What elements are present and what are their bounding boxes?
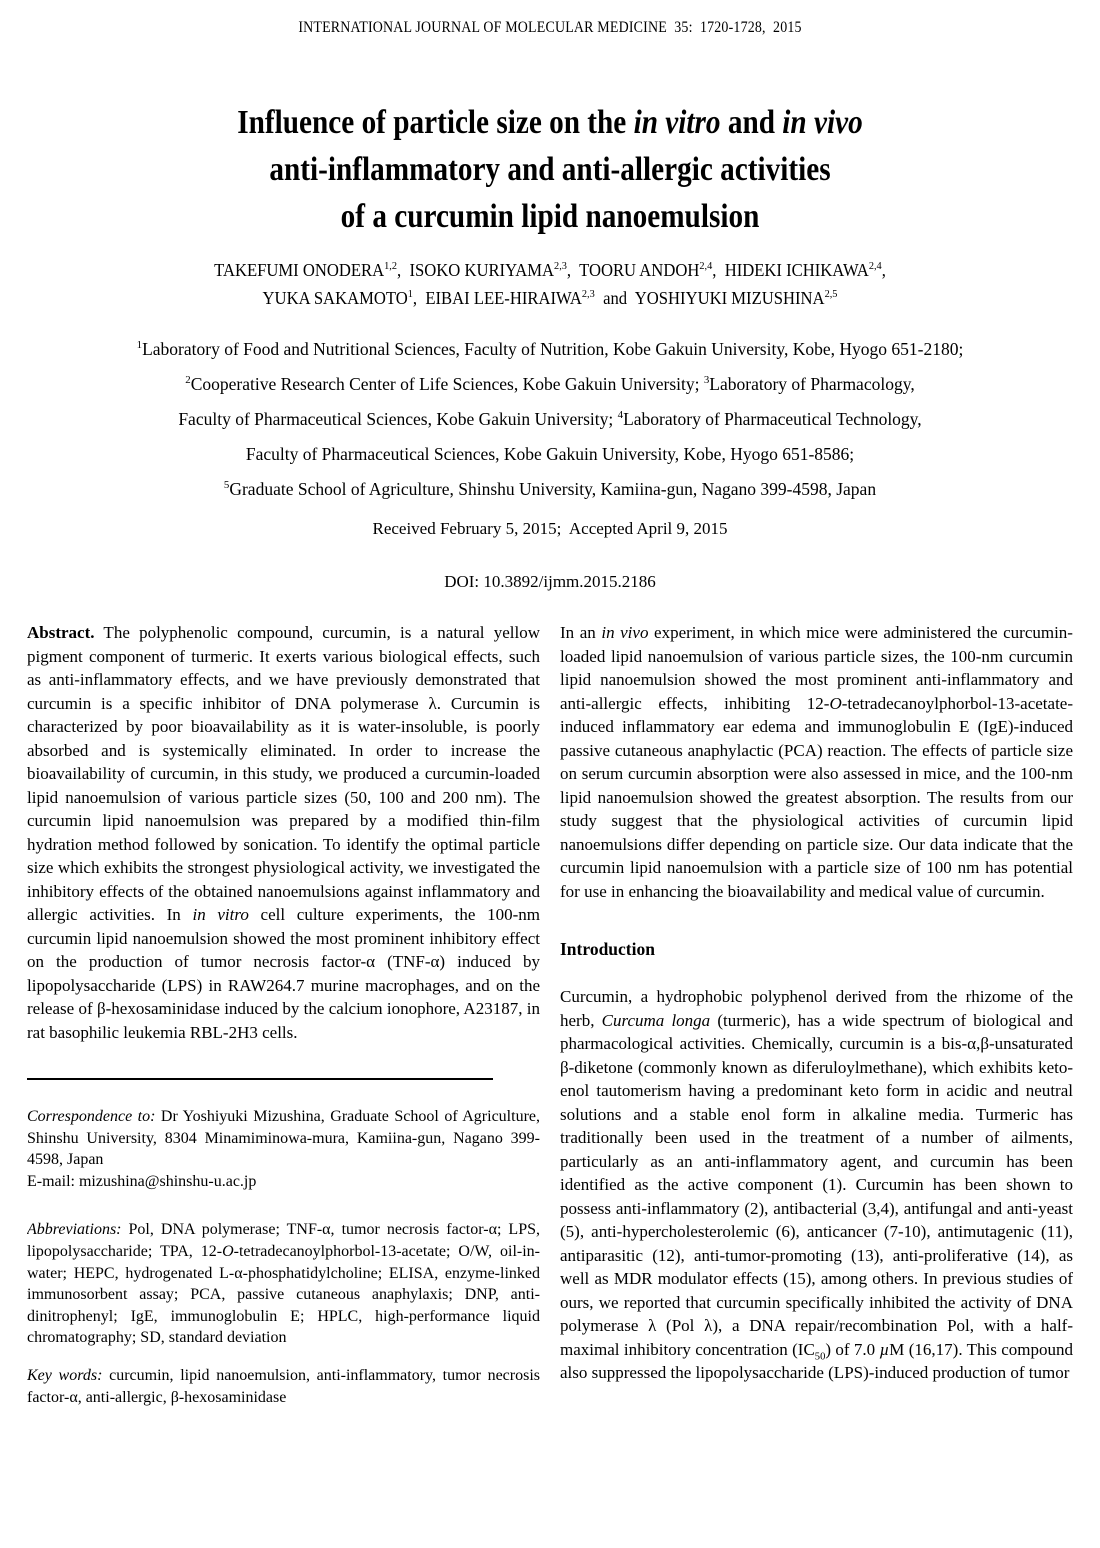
received-accepted-line: Received February 5, 2015; Accepted April 9, 2015: [372, 519, 728, 538]
title-line-2: anti-inflammatory and anti-allergic activities: [269, 151, 831, 188]
affiliation-line-3: Faculty of Pharmaceutical Sciences, Kobe Gakuin University; $^4$Laboratory of Pharmaceutical Technology,: [178, 409, 922, 429]
doi-line: DOI: 10.3892/ijmm.2015.2186: [444, 572, 656, 591]
author-list: [28, 256, 1073, 312]
two-column-body: [27, 621, 1073, 1547]
abstract-paragraph: Abstract. The polyphenolic compound, curcumin, is a natural yellow pigment component of turmeric. It exerts various biological effects, such as anti-inflammatory effects, and we have previously demonstrated that curcumin is a specific inhibitor of DNA polymerase λ. Curcumin is characterized by poor bioavailability as it is water-insoluble, is poorly absorbed and is systemically eliminated. In order to increase the bioavailability of curcumin, in this study, we produced a curcumin-loaded lipid nanoemulsion of various particle sizes (50, 100 and 200 nm). The curcumin lipid nanoemulsion was prepared by a modified thin-film hydration method followed by sonication. To identify the optimal particle size which exhibits the strongest physiological activity, we investigated the inhibitory effects of the obtained nanoemulsions against inflammatory and allergic activities. In in vitro cell culture experiments, the 100-nm curcumin lipid nanoemulsion showed the most prominent inhibitory effect on the production of tumor necrosis factor-α (TNF-α) induced by lipopolysaccharide (LPS) in RAW264.7 murine macrophages, and on the release of β-hexosaminidase induced by the calcium ionophore, A23187, in rat basophilic leukemia RBL-2H3 cells.: [27, 623, 540, 1042]
affiliation-line-4: Faculty of Pharmaceutical Sciences, Kobe Gakuin University, Kobe, Hyogo 651-8586;: [245, 444, 855, 464]
affiliation-line-5: $^5$Graduate School of Agriculture, Shinshu University, Kamiina-gun, Nagano 399-4598, Japan: [223, 479, 877, 499]
right-column: [560, 621, 1073, 1547]
introduction-paragraph: Curcumin, a hydrophobic polyphenol derived from the rhizome of the herb, Curcuma longa (turmeric), has a wide spectrum of biological and pharmacological activities. Chemically, curcumin is a bis-α,β-unsaturated β-diketone (commonly known as diferuloylmethane), which exhibits keto-enol tautomerism having a predominant keto form in acidic and neutral solutions and a stable enol form in alkaline media. Turmeric has traditionally been used in the treatment of a number of ailments, particularly as an anti-inflammatory agent, and curcumin has been identified as the active component (1). Curcumin has been shown to possess anti-inflammatory (2), antibacterial (3,4), antifungal and anti-yeast (5), anti-hypercholesterolemic (6), anticancer (7-10), antimutagenic (11), antiparasitic (12), anti-tumor-promoting (13), anti-proliferative (14), as well as MDR modulator effects (15), among others. In previous studies of ours, we reported that curcumin specifically inhibited the activity of DNA polymerase λ (Pol λ), a DNA repair/recombination Pol, with a half-maximal inhibitory concentration $(IC_{50})$ of 7.0 µM (16,17). This compound also suppressed the lipopolysaccharide (LPS)-induced production of tumor: [560, 987, 1073, 1382]
authors-line-2: YUKA SAKAMOTO$^1$, EIBAI LEE-HIRAIWA$^{2,3}$ and YOSHIYUKI MIZUSHINA$^{2,5}$: [262, 288, 838, 308]
affiliation-line-2: $^2$Cooperative Research Center of Life Sciences, Kobe Gakuin University; $^3$Laboratory of Pharmacology,: [185, 374, 915, 394]
footnote-divider: [27, 1078, 493, 1080]
article-title: [0, 99, 1100, 240]
keywords-note: Key words: curcumin, lipid nanoemulsion, anti-inflammatory, tumor necrosis factor-α, anti-allergic, β-hexosaminidase: [27, 1366, 541, 1406]
correspondence-note: Correspondence to: Dr Yoshiyuki Mizushina, Graduate School of Agriculture, Shinshu University, 8304 Minamiminowa-mura, Kamiina-gun, Nagano 399-4598, Japan: [27, 1108, 540, 1169]
title-line-1: Influence of particle size on the in vitro and in vivo: [237, 104, 863, 141]
affiliation-line-1: $^1$Laboratory of Food and Nutritional Sciences, Faculty of Nutrition, Kobe Gakuin University, Kobe, Hyogo 651-2180;: [136, 339, 964, 359]
left-column: [27, 621, 540, 1547]
affiliations: [0, 332, 1100, 507]
abstract-continued-paragraph: In an in vivo experiment, in which mice were administered the curcumin-loaded lipid nanoemulsion of various particle sizes, the 100-nm curcumin lipid nanoemulsion showed the most prominent anti-inflammatory and anti-allergic effects, inhibiting 12-O-tetradecanoylphorbol-13-acetate-induced inflammatory ear edema and immunoglobulin E (IgE)-induced passive cutaneous anaphylactic (PCA) reaction. The effects of particle size on serum curcumin absorption were also assessed in mice, and the 100-nm lipid nanoemulsion showed the greatest absorption. The results from our study suggest that the physiological activities of curcumin lipid nanoemulsions differ depending on particle size. Our data indicate that the curcumin lipid nanoemulsion with a particle size of 100 nm has potential for use in enhancing the bioavailability and medical value of curcumin.: [560, 623, 1073, 901]
abbreviations-note: Abbreviations: Pol, DNA polymerase; TNF-α, tumor necrosis factor-α; LPS, lipopolysaccharide; TPA, 12-O-tetradecanoylphorbol-13-acetate; O/W, oil-in-water; HEPC, hydrogenated L-α-phosphatidylcholine; ELISA, enzyme-linked immunosorbent assay; PCA, passive cutaneous anaphylaxis; DNP, anti-dinitrophenyl; IgE, immunoglobulin E; HPLC, high-performance liquid chromatography; SD, standard deviation: [27, 1221, 540, 1347]
correspondence-email: E-mail: mizushina@shinshu-u.ac.jp: [27, 1172, 257, 1190]
introduction-heading: Introduction: [560, 939, 655, 959]
authors-line-1: TAKEFUMI ONODERA$^{1,2}$, ISOKO KURIYAMA$^{2,3}$, TOORU ANDOH$^{2,4}$, HIDEKI ICHIKAWA$^{2,4}$,: [214, 260, 886, 280]
journal-header-line: INTERNATIONAL JOURNAL OF MOLECULAR MEDICINE 35: 1720-1728, 2015: [298, 19, 802, 36]
title-line-3: of a curcumin lipid nanoemulsion: [340, 198, 760, 235]
